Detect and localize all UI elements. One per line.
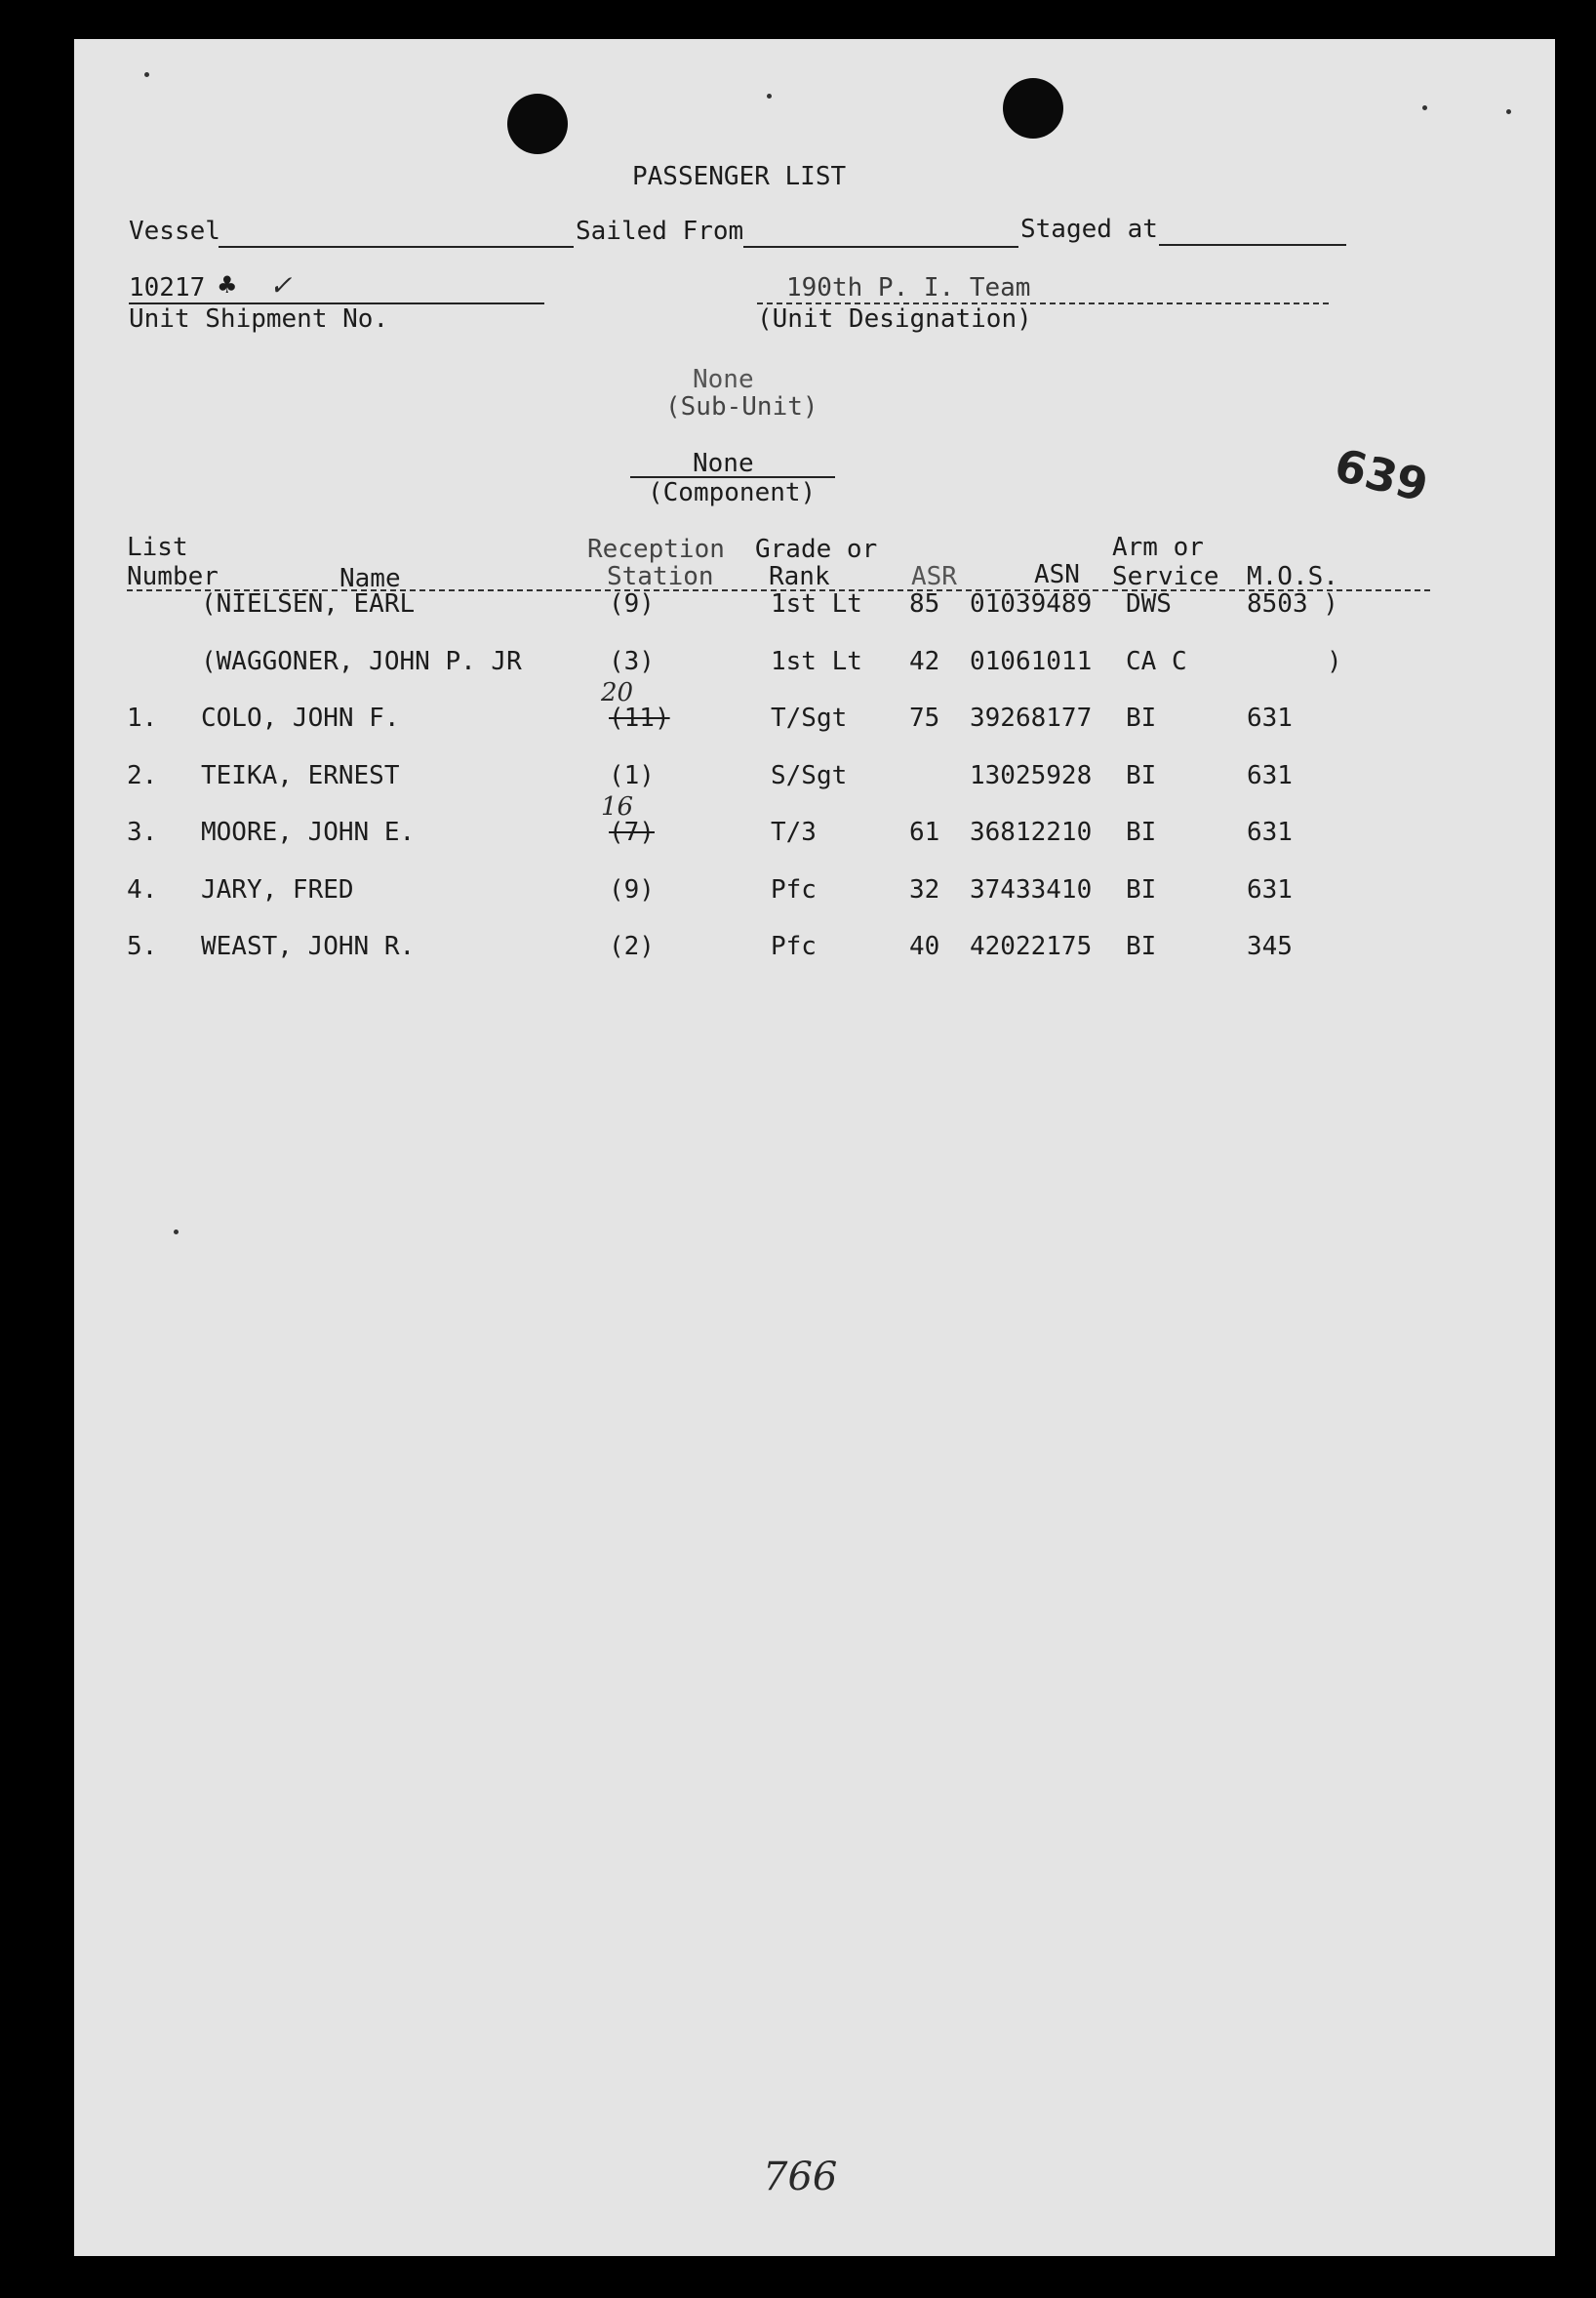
col-name: Name	[339, 564, 401, 593]
asn-value: 36812210	[970, 818, 1093, 847]
mos-code: )	[1327, 647, 1342, 676]
punch-hole-left	[507, 94, 568, 154]
asr-value: 85	[909, 589, 940, 619]
asn-value: 39268177	[970, 704, 1093, 733]
col-asn: ASN	[1034, 560, 1080, 589]
reception-station: (11)	[609, 704, 670, 733]
row-number: 2.	[127, 761, 158, 790]
staged-at-label: Staged at	[1020, 215, 1158, 244]
row-number: 4.	[127, 875, 158, 905]
passenger-name: (NIELSEN, EARL	[201, 589, 416, 619]
mos-code: 631	[1247, 704, 1293, 733]
component-label: (Component)	[648, 478, 817, 507]
unit-shipment-value: 10217	[129, 273, 206, 302]
unit-designation-label: (Unit Designation)	[757, 304, 1032, 334]
reception-station: (9)	[609, 589, 655, 619]
passenger-name: JARY, FRED	[201, 875, 354, 905]
sub-unit-label: (Sub-Unit)	[665, 392, 818, 422]
speck	[1506, 109, 1511, 114]
grade-rank: T/Sgt	[771, 704, 848, 733]
punch-hole-right	[1003, 78, 1063, 139]
passenger-name: COLO, JOHN F.	[201, 704, 400, 733]
arm-service: BI	[1126, 875, 1157, 905]
passenger-name: TEIKA, ERNEST	[201, 761, 400, 790]
asn-value: 42022175	[970, 932, 1093, 961]
station-correction: 16	[601, 792, 634, 822]
staged-at-field-line	[1159, 244, 1346, 246]
mos-code: 631	[1247, 818, 1293, 847]
reception-station: (3)	[609, 647, 655, 676]
arm-service: BI	[1126, 932, 1157, 961]
reception-station: (1)	[609, 761, 655, 790]
mos-code: 631	[1247, 875, 1293, 905]
grade-rank: 1st Lt	[771, 647, 862, 676]
asr-value: 42	[909, 647, 940, 676]
star-mark-icon: ♣	[217, 271, 238, 299]
arm-service: BI	[1126, 704, 1157, 733]
asn-value: 01039489	[970, 589, 1093, 619]
mos-code: 345	[1247, 932, 1293, 961]
speck	[1422, 105, 1427, 110]
row-number: 3.	[127, 818, 158, 847]
reception-station: (7)	[609, 818, 655, 847]
arm-service: DWS	[1126, 589, 1172, 619]
mos-code: 631	[1247, 761, 1293, 790]
asn-value: 37433410	[970, 875, 1093, 905]
col-mos: M.O.S.	[1247, 562, 1338, 591]
grade-rank: S/Sgt	[771, 761, 848, 790]
arm-service: BI	[1126, 818, 1157, 847]
grade-rank: Pfc	[771, 932, 817, 961]
col-number: Number	[127, 562, 219, 591]
sub-unit-value: None	[693, 365, 754, 394]
row-number: 5.	[127, 932, 158, 961]
col-reception: Reception	[587, 535, 725, 564]
passenger-name: (WAGGONER, JOHN P. JR	[201, 647, 522, 676]
mos-code: 8503 )	[1247, 589, 1338, 619]
sailed-from-field-line	[743, 246, 1018, 248]
grade-rank: T/3	[771, 818, 817, 847]
reception-station: (2)	[609, 932, 655, 961]
asr-value: 32	[909, 875, 940, 905]
col-station: Station	[607, 562, 714, 591]
reception-station: (9)	[609, 875, 655, 905]
asr-value: 61	[909, 818, 940, 847]
col-arm: Arm or	[1112, 533, 1204, 562]
arm-service: CA C	[1126, 647, 1187, 676]
sailed-from-label: Sailed From	[576, 217, 744, 246]
asr-value: 40	[909, 932, 940, 961]
col-asr: ASR	[911, 562, 957, 591]
vessel-field-line	[219, 246, 574, 248]
page-number: 766	[763, 2155, 838, 2199]
vessel-label: Vessel	[129, 217, 220, 246]
asn-value: 13025928	[970, 761, 1093, 790]
speck	[174, 1230, 179, 1234]
document-page	[74, 39, 1555, 2256]
grade-rank: Pfc	[771, 875, 817, 905]
unit-shipment-label: Unit Shipment No.	[129, 304, 389, 334]
unit-designation-value: 190th P. I. Team	[786, 273, 1031, 302]
col-list: List	[127, 533, 188, 562]
row-number: 1.	[127, 704, 158, 733]
passenger-name: WEAST, JOHN R.	[201, 932, 416, 961]
stamp-number: 639	[1329, 438, 1434, 512]
col-grade: Grade or	[755, 535, 878, 564]
document-title: PASSENGER LIST	[632, 162, 847, 191]
speck	[144, 72, 149, 77]
passenger-name: MOORE, JOHN E.	[201, 818, 416, 847]
speck	[767, 94, 772, 99]
col-rank: Rank	[769, 562, 830, 591]
arm-service: BI	[1126, 761, 1157, 790]
asr-value: 75	[909, 704, 940, 733]
component-value: None	[693, 449, 754, 478]
check-mark: ✓	[269, 269, 293, 302]
grade-rank: 1st Lt	[771, 589, 862, 619]
station-correction: 20	[601, 678, 634, 707]
asn-value: 01061011	[970, 647, 1093, 676]
col-service: Service	[1112, 562, 1219, 591]
